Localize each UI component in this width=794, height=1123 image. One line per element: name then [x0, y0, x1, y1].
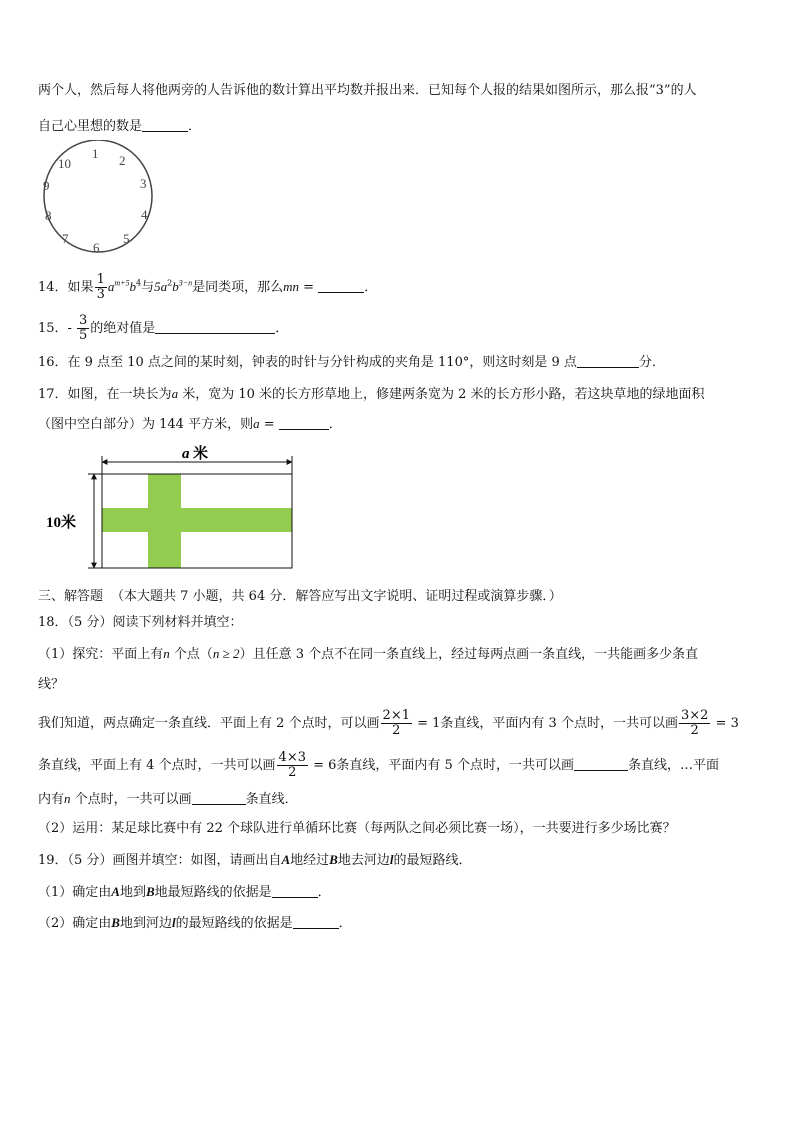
q18-p2-a: 我们知道，两点确定一条直线．平面上有 2 个点时，可以画 [38, 716, 380, 731]
q13-prompt: 自己心里想的数是 [38, 119, 143, 134]
q19-s1-A: A [111, 884, 120, 899]
q17-line1 [38, 385, 705, 404]
q19-s2 [38, 914, 352, 933]
q13-text-line1: 两个人，然后每人将他两旁的人告诉他的数计算出平均数并报出来．已知每个人报的结果如图所示，那么报“3”的人 [38, 83, 697, 98]
q18-p4-c: 条直线． [245, 792, 298, 807]
q14-term1-exp2: 4 [136, 278, 142, 288]
q15-answer-blank[interactable] [155, 319, 275, 334]
q14-fraction [95, 273, 107, 302]
q14-mid: 与 [141, 280, 155, 295]
q18-p3-frac: $\frac{4\times 3}{2}$ [278, 750, 306, 780]
section3-note: （本大题共 7 小题，共 64 分．解答应写出文字说明、证明过程或演算步骤．） [111, 589, 562, 604]
q19-s1-c: 地最短路线的依据是 [154, 885, 272, 900]
q19-s1 [38, 883, 331, 902]
q18-p1-cont: 线？ [38, 677, 65, 692]
q17-lawn-figure [44, 442, 299, 574]
q17-line2-a: （图中空白部分）为 144 平方米，则 [38, 417, 254, 432]
q18-p5: （2）运用：某足球比赛中有 22 个球队进行单循环比赛（每两队之间必须比赛一场），一共要进行多少场比赛？ [38, 821, 676, 836]
q14-mn: mn [283, 279, 300, 294]
clock-number-9: 9 [43, 178, 50, 193]
width-label-a: a [182, 446, 190, 462]
q13-text-line2 [38, 117, 201, 136]
section3-title: 三、解答题 [38, 589, 104, 604]
q18-p1 [38, 645, 698, 664]
q14-term2-exp1: 2 [167, 278, 173, 288]
q18-p2-frac1-result: = 1 [412, 716, 441, 731]
q18-p3-a: 条直线，平面上有 4 个点时，一共可以画 [38, 758, 276, 773]
q17-number: 17． [38, 387, 68, 402]
q18-blank-2[interactable] [192, 790, 246, 805]
q18-p3 [38, 751, 719, 780]
q14-prefix: 如果 [67, 280, 94, 295]
q18-p1-c: ）且任意 3 个点不在同一条直线上，经过每两点画一条直线，一共能画多少条直 [239, 647, 699, 662]
q13-end: ． [188, 119, 202, 134]
q19-s1-B: B [145, 884, 155, 899]
q19-B: B [329, 852, 338, 867]
q18-p1-cond: n ≥ 2 [212, 646, 240, 661]
q18-number: 18． [38, 615, 68, 630]
q18-p4-b: 个点时，一共可以画 [70, 792, 192, 807]
q19-number: 19． [38, 853, 68, 868]
q18-p1-a: （1）探究：平面上有 [38, 647, 164, 662]
q18-p2-frac2: $\frac{3\times 2}{2}$ [680, 708, 709, 738]
q18-score: （5 分） [67, 615, 113, 630]
q16-number: 16． [38, 355, 68, 370]
clock-number-7: 7 [62, 231, 69, 246]
clock-number-4: 4 [141, 207, 148, 222]
width-label-unit: 米 [193, 446, 209, 462]
q17-line1-b: 米，宽为 10 米的长方形草地上，修建两条宽为 2 米的长方形小路，若这块草地的绿地面积 [178, 387, 705, 402]
clock-number-10: 10 [58, 156, 71, 171]
q19-blank-1[interactable] [272, 883, 318, 898]
q19-s2-l: l [171, 915, 176, 930]
q19-s1-b: 地到 [119, 885, 146, 900]
q19-s2-c: 的最短路线的依据是 [175, 916, 293, 931]
q15-fraction [77, 314, 89, 343]
q14-number: 14． [38, 280, 68, 295]
q14-term2-b: b [172, 279, 179, 294]
q17-line1-a: 如图，在一块长为 [67, 387, 172, 402]
section3-heading [38, 588, 562, 606]
clock-number-3: 3 [140, 176, 147, 191]
q17-var-a: a [171, 386, 179, 401]
q19-head-b: 地经过 [290, 853, 330, 868]
clock-figure [40, 140, 160, 260]
q16-answer-blank[interactable] [577, 353, 639, 368]
q18-p3-b: 条直线，平面内有 5 个点时，一共可以画 [336, 758, 574, 773]
q19-s1-a: （1）确定由 [38, 885, 112, 900]
q14-answer-blank[interactable] [318, 278, 364, 293]
q19-A: A [281, 852, 291, 867]
q14-eq: = [299, 280, 319, 295]
q19-score: （5 分） [67, 853, 113, 868]
q15-frac-num: 3 [78, 313, 88, 328]
q18-p1-b: 个点（ [169, 647, 213, 662]
q14 [38, 273, 377, 302]
q19-l: l [389, 852, 394, 867]
q19-s2-end: ． [338, 916, 352, 931]
q16 [38, 353, 665, 372]
q18-p2 [38, 709, 739, 738]
q19-head-d: 的最短路线． [393, 853, 472, 868]
q19-s2-b: 地到河边 [119, 916, 172, 931]
clock-number-5: 5 [123, 231, 130, 246]
q18-p4-n: n [64, 791, 71, 806]
q18-p2-frac1: $\frac{2\times 1}{2}$ [382, 708, 410, 738]
q17-line2-eq: = [259, 417, 279, 432]
q15 [38, 314, 288, 343]
q18-p3-c: 条直线，…平面 [627, 758, 719, 773]
q17-line2-end: ． [328, 417, 342, 432]
q14-suffix: 是同类项，那么 [192, 280, 284, 295]
q14-end: ． [364, 280, 378, 295]
clock-number-6: 6 [93, 240, 100, 255]
q14-term1-a: a [107, 279, 115, 294]
q15-number: 15． [38, 321, 68, 336]
q19-s2-B: B [111, 915, 120, 930]
q18-p2-frac2-result: = 3 [711, 716, 739, 731]
q14-term2-exp2: 3−n [178, 278, 193, 288]
height-label: 10米 [46, 515, 77, 531]
clock-number-8: 8 [45, 208, 52, 223]
q14-term1-b: b [129, 279, 137, 294]
q14-term1-exp1: m+5 [114, 278, 130, 288]
q14-frac-num: 1 [96, 272, 105, 287]
q18-p4 [38, 790, 298, 809]
q15-end: ． [275, 321, 289, 336]
q19-blank-2[interactable] [293, 914, 339, 929]
q18-head [38, 614, 242, 632]
clock-number-1: 1 [92, 146, 99, 161]
q15-sign: - [67, 321, 72, 336]
q17-answer-blank[interactable] [279, 415, 329, 430]
q19-s1-end: ． [317, 885, 331, 900]
q14-frac-den: 3 [96, 287, 105, 302]
q17-line2 [38, 415, 342, 434]
q13-answer-blank[interactable] [142, 117, 188, 132]
q15-frac-den: 5 [78, 328, 88, 343]
clock-number-2: 2 [119, 153, 126, 168]
q16-end: 分． [638, 355, 665, 370]
q18-p3-frac-result: = 6 [308, 758, 337, 773]
q18-p4-a: 内有 [38, 792, 65, 807]
q19-head-c: 地去河边 [337, 853, 390, 868]
horizontal-road [102, 508, 292, 532]
q19-head [38, 851, 471, 870]
q14-term2: 5a [154, 279, 168, 294]
q19-s2-a: （2）确定由 [38, 916, 112, 931]
q19-head-a: 画图并填空：如图，请画出自 [112, 853, 282, 868]
q18-p1-n: n [163, 646, 170, 661]
q18-head-text: 阅读下列材料并填空： [112, 615, 243, 630]
q18-p2-b: 条直线，平面内有 3 个点时，一共可以画 [440, 716, 678, 731]
q15-text: 的绝对值是 [90, 321, 156, 336]
q16-text: 在 9 点至 10 点之间的某时刻，钟表的时针与分针构成的夹角是 110°，则这时刻是 9 点 [67, 355, 577, 370]
q17-line2-var: a [253, 416, 260, 431]
q18-blank-1[interactable] [574, 756, 628, 771]
